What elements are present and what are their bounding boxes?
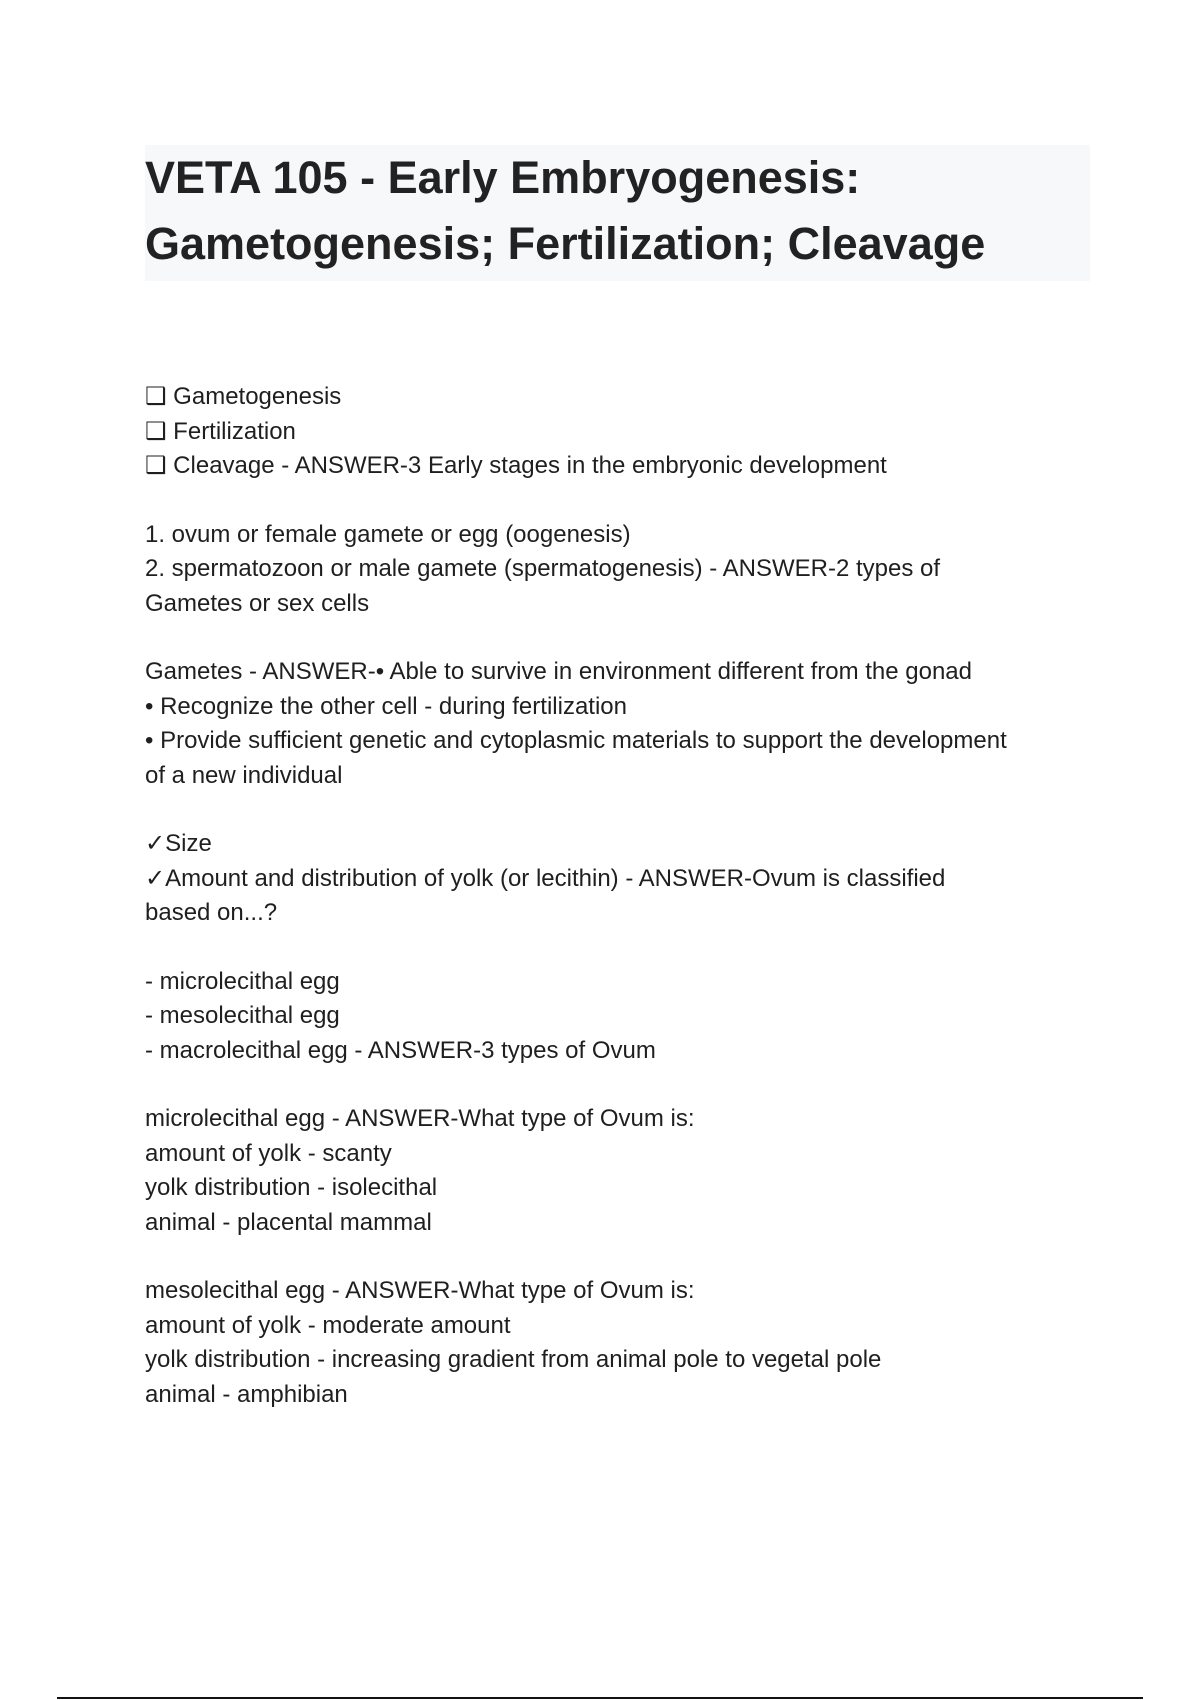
flashcard-block [145, 380, 1095, 484]
text-line: animal - amphibian [145, 1380, 348, 1408]
text-line: ❑ Cleavage - ANSWER-3 Early stages in the embryonic development [145, 452, 887, 479]
footer-divider [57, 1697, 1143, 1699]
text-line: - macrolecithal egg - ANSWER-3 types of Ovum [145, 1036, 656, 1064]
text-line: ✓Size [145, 830, 212, 857]
text-line: - mesolecithal egg [145, 1002, 340, 1029]
text-line: • Provide sufficient genetic and cytoplasmic materials to support the development [145, 727, 1007, 754]
title-line-1: VETA 105 - Early Embryogenesis: [145, 152, 861, 203]
flashcard-block [145, 1102, 1095, 1240]
text-line: microlecithal egg - ANSWER-What type of Ovum is: [145, 1105, 695, 1132]
text-line: 2. spermatozoon or male gamete (spermatogenesis) - ANSWER-2 types of [145, 555, 940, 582]
text-line: Gametes - ANSWER-• Able to survive in environment different from the gonad [145, 658, 973, 685]
text-line: based on...? [145, 899, 278, 926]
text-line: • Recognize the other cell - during fertilization [145, 692, 627, 720]
flashcard-content [145, 380, 1095, 1446]
title-banner [145, 145, 1090, 281]
text-line: yolk distribution - increasing gradient from animal pole to vegetal pole [145, 1346, 882, 1373]
text-line: mesolecithal egg - ANSWER-What type of Ovum is: [145, 1277, 695, 1304]
flashcard-block [145, 1274, 1095, 1412]
text-line: ✓Amount and distribution of yolk (or lecithin) - ANSWER-Ovum is classified [145, 864, 946, 892]
text-line: 1. ovum or female gamete or egg (oogenesis) [145, 520, 631, 548]
text-line: yolk distribution - isolecithal [145, 1174, 438, 1201]
text-line: of a new individual [145, 761, 343, 789]
text-line: ❑ Fertilization [145, 417, 296, 445]
flashcard-block [145, 655, 1095, 793]
flashcard-block [145, 827, 1095, 931]
flashcard-block [145, 518, 1095, 622]
flashcard-block [145, 965, 1095, 1069]
text-line: - microlecithal egg [145, 967, 340, 995]
text-line: Gametes or sex cells [145, 589, 370, 617]
text-line: amount of yolk - moderate amount [145, 1311, 511, 1339]
text-line: ❑ Gametogenesis [145, 383, 342, 410]
text-line: animal - placental mammal [145, 1208, 432, 1236]
text-line: amount of yolk - scanty [145, 1139, 392, 1167]
title-line-2: Gametogenesis; Fertilization; Cleavage [145, 218, 986, 269]
